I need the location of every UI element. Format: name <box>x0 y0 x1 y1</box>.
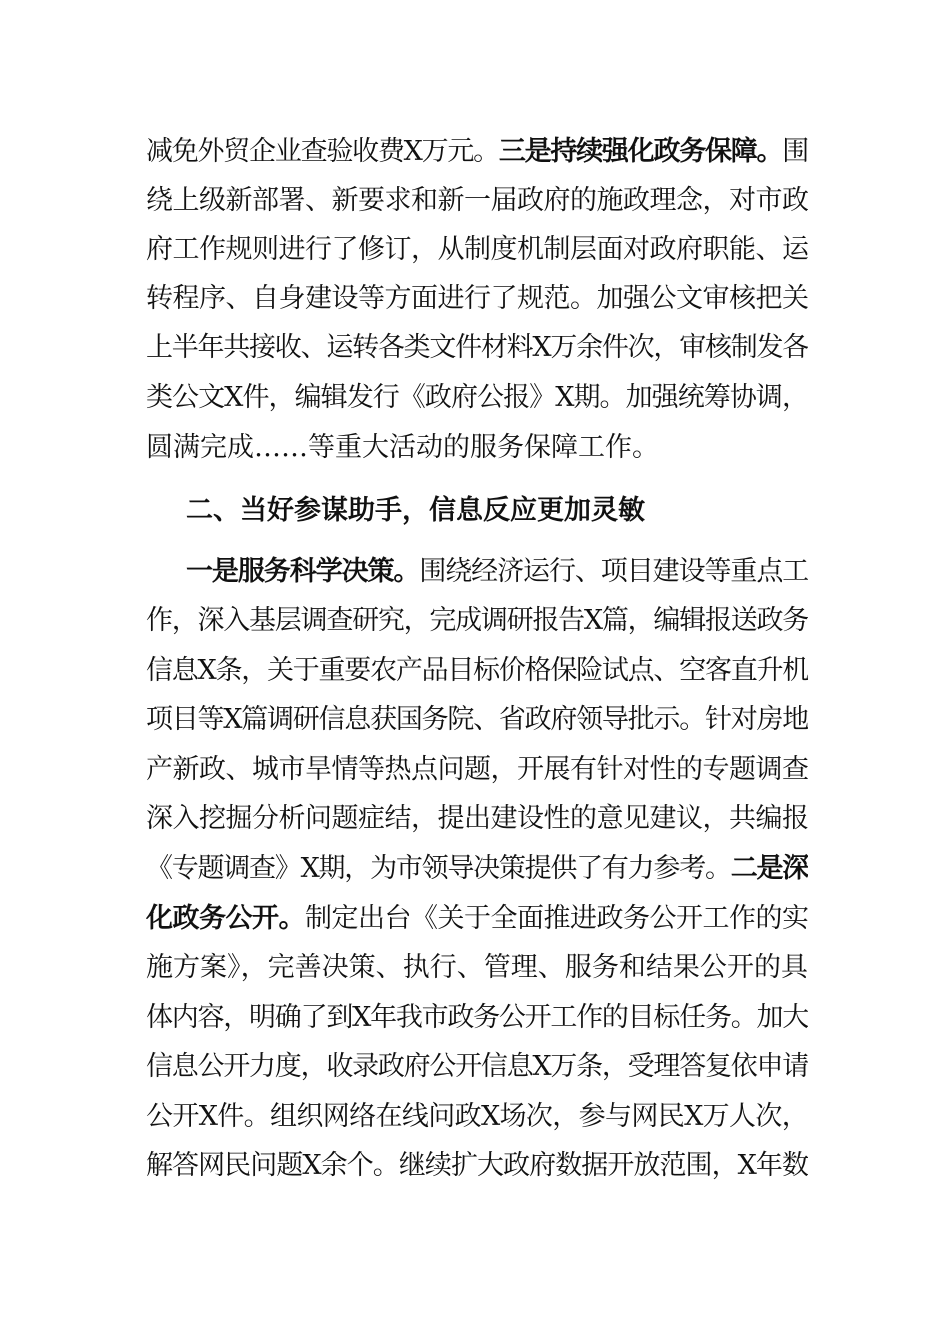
text-line-16 <box>146 899 808 939</box>
text-segment: 施方案》，完善决策、执行、管理、服务和结果公开的具 <box>146 952 808 983</box>
text-line-15 <box>146 849 808 889</box>
text-line-6 <box>146 378 808 418</box>
text-segment: 产新政、城市旱情等热点问题，开展有针对性的专题调查 <box>146 754 808 785</box>
bold-lead-phrase: 一是服务科学决策。 <box>186 556 420 587</box>
text-line-7 <box>146 428 808 468</box>
text-segment: 府工作规则进行了修订，从制度机制层面对政府职能、运 <box>146 234 808 265</box>
text-segment: 信息公开力度，收录政府公开信息X万条，受理答复依申请 <box>146 1051 808 1082</box>
text-line-14 <box>146 799 808 839</box>
text-segment: 围 <box>782 136 808 167</box>
text-line-13 <box>146 750 808 790</box>
text-line-11 <box>146 651 808 691</box>
text-line-1 <box>146 132 808 172</box>
text-segment: 公开X件。组织网络在线问政X场次，参与网民X万人次， <box>146 1101 808 1132</box>
text-segment: 类公文X件，编辑发行《政府公报》X期。加强统筹协调， <box>146 382 808 413</box>
text-line-19 <box>146 1047 808 1087</box>
text-line-17 <box>146 948 808 988</box>
text-segment: 围绕经济运行、项目建设等重点工 <box>419 556 808 587</box>
text-segment: 项目等X篇调研信息获国务院、省政府领导批示。针对房地 <box>146 704 808 735</box>
text-segment: 《专题调查》X期，为市领导决策提供了有力参考。 <box>146 853 731 884</box>
text-line-20 <box>146 1097 808 1137</box>
text-line-9 <box>186 552 808 592</box>
text-segment: 上半年共接收、运转各类文件材料X万余件次，审核制发各 <box>146 332 808 363</box>
text-segment: 制定出台《关于全面推进政务公开工作的实 <box>305 903 808 934</box>
text-line-5 <box>146 328 808 368</box>
bold-lead-phrase: 二是深 <box>730 853 808 884</box>
bold-lead-phrase: 三是持续强化政务保障。 <box>498 136 783 167</box>
text-segment: 减免外贸企业查验收费X万元。 <box>146 136 499 167</box>
text-segment: 信息X条，关于重要农产品目标价格保险试点、空客直升机 <box>146 655 808 686</box>
section-heading <box>186 491 848 531</box>
text-segment: 转程序、自身建设等方面进行了规范。加强公文审核把关 <box>146 283 808 314</box>
text-segment: 圆满完成……等重大活动的服务保障工作。 <box>146 432 659 463</box>
text-line-10 <box>146 601 808 641</box>
bold-lead-phrase: 化政务公开。 <box>146 903 305 934</box>
text-segment: 绕上级新部署、新要求和新一届政府的施政理念，对市政 <box>146 185 808 216</box>
text-line-3 <box>146 230 808 270</box>
text-line-18 <box>146 998 808 1038</box>
text-segment: 体内容，明确了到X年我市政务公开工作的目标任务。加大 <box>146 1002 808 1033</box>
text-line-2 <box>146 181 808 221</box>
text-line-21 <box>146 1146 808 1186</box>
text-line-12 <box>146 700 808 740</box>
text-segment: 作，深入基层调查研究，完成调研报告X篇，编辑报送政务 <box>146 605 808 636</box>
text-segment: 解答网民问题X余个。继续扩大政府数据开放范围，X年数 <box>146 1150 808 1181</box>
heading-text: 二、当好参谋助手，信息反应更加灵敏 <box>186 495 645 526</box>
text-segment: 深入挖掘分析问题症结，提出建设性的意见建议，共编报 <box>146 803 808 834</box>
text-line-4 <box>146 279 808 319</box>
